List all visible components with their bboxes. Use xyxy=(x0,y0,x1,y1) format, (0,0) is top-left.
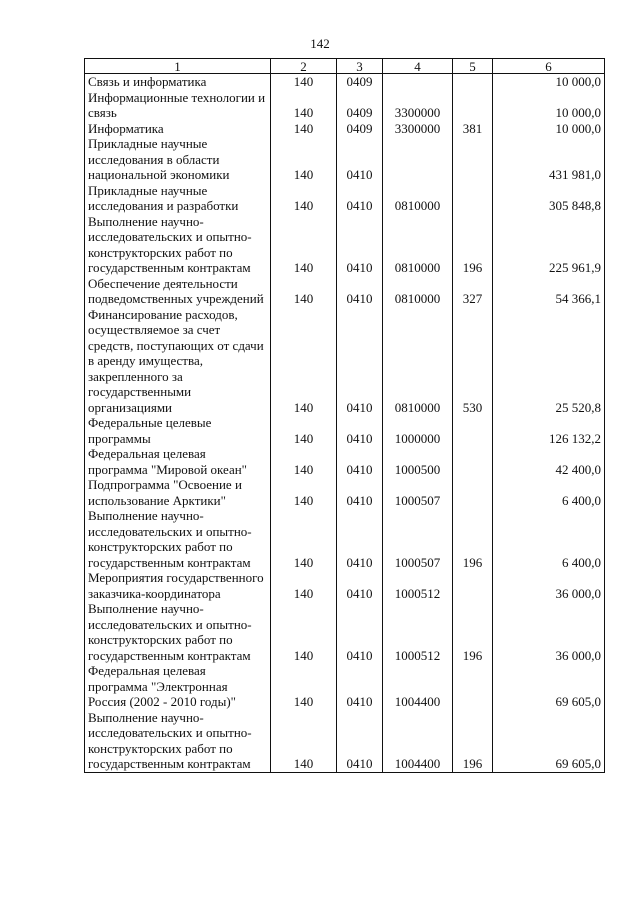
section-code: 0410 xyxy=(337,183,383,214)
amount: 6 400,0 xyxy=(493,508,605,570)
table-row xyxy=(85,477,605,508)
section-code: 0410 xyxy=(337,477,383,508)
table-row xyxy=(85,90,605,121)
row-label: Выполнение научно-исследовательских и опытно-конструкторских работ по государственным контрактам xyxy=(85,601,271,663)
target-article-code: 1000507 xyxy=(383,508,453,570)
expense-type-code xyxy=(453,663,493,710)
target-article-code: 3300000 xyxy=(383,121,453,137)
target-article-code: 1000507 xyxy=(383,477,453,508)
section-code: 0410 xyxy=(337,710,383,773)
ministry-code: 140 xyxy=(271,415,337,446)
expense-type-code: 381 xyxy=(453,121,493,137)
table-row xyxy=(85,214,605,276)
table-row xyxy=(85,415,605,446)
ministry-code: 140 xyxy=(271,74,337,90)
amount: 225 961,9 xyxy=(493,214,605,276)
expense-type-code xyxy=(453,415,493,446)
section-code: 0410 xyxy=(337,214,383,276)
row-label: Прикладные научные исследования и разработки xyxy=(85,183,271,214)
row-label: Мероприятия государственного заказчика-координатора xyxy=(85,570,271,601)
target-article-code: 1000000 xyxy=(383,415,453,446)
row-label: Информатика xyxy=(85,121,271,137)
target-article-code: 1004400 xyxy=(383,710,453,773)
expense-type-code xyxy=(453,570,493,601)
amount: 305 848,8 xyxy=(493,183,605,214)
expense-type-code xyxy=(453,477,493,508)
table-row xyxy=(85,601,605,663)
row-label: Выполнение научно-исследовательских и опытно-конструкторских работ по государственным контрактам xyxy=(85,214,271,276)
column-header: 1 xyxy=(85,59,271,74)
budget-table xyxy=(84,58,605,773)
amount: 25 520,8 xyxy=(493,307,605,416)
target-article-code: 3300000 xyxy=(383,90,453,121)
ministry-code: 140 xyxy=(271,183,337,214)
table-row xyxy=(85,570,605,601)
section-code: 0410 xyxy=(337,276,383,307)
table-row xyxy=(85,307,605,416)
expense-type-code: 196 xyxy=(453,214,493,276)
table-row xyxy=(85,446,605,477)
ministry-code: 140 xyxy=(271,214,337,276)
expense-type-code xyxy=(453,136,493,183)
target-article-code: 1000512 xyxy=(383,601,453,663)
column-header: 3 xyxy=(337,59,383,74)
row-label: Связь и информатика xyxy=(85,74,271,90)
target-article-code: 1000500 xyxy=(383,446,453,477)
row-label: Обеспечение деятельности подведомственных учреждений xyxy=(85,276,271,307)
target-article-code xyxy=(383,74,453,90)
target-article-code: 1004400 xyxy=(383,663,453,710)
column-header: 4 xyxy=(383,59,453,74)
section-code: 0410 xyxy=(337,307,383,416)
section-code: 0410 xyxy=(337,446,383,477)
table-row xyxy=(85,508,605,570)
section-code: 0409 xyxy=(337,121,383,137)
target-article-code: 0810000 xyxy=(383,307,453,416)
ministry-code: 140 xyxy=(271,90,337,121)
row-label: Прикладные научные исследования в области национальной экономики xyxy=(85,136,271,183)
column-header: 6 xyxy=(493,59,605,74)
row-label: Выполнение научно-исследовательских и опытно-конструкторских работ по государственным контрактам xyxy=(85,710,271,773)
column-header: 5 xyxy=(453,59,493,74)
row-label: Федеральная целевая программа "Мировой океан" xyxy=(85,446,271,477)
ministry-code: 140 xyxy=(271,276,337,307)
section-code: 0410 xyxy=(337,570,383,601)
expense-type-code: 530 xyxy=(453,307,493,416)
amount: 69 605,0 xyxy=(493,663,605,710)
section-code: 0409 xyxy=(337,90,383,121)
table-row xyxy=(85,276,605,307)
section-code: 0409 xyxy=(337,74,383,90)
section-code: 0410 xyxy=(337,136,383,183)
section-code: 0410 xyxy=(337,601,383,663)
expense-type-code: 327 xyxy=(453,276,493,307)
amount: 36 000,0 xyxy=(493,570,605,601)
amount: 10 000,0 xyxy=(493,74,605,90)
amount: 126 132,2 xyxy=(493,415,605,446)
table-header-row xyxy=(85,59,605,74)
amount: 69 605,0 xyxy=(493,710,605,773)
section-code: 0410 xyxy=(337,415,383,446)
ministry-code: 140 xyxy=(271,307,337,416)
expense-type-code xyxy=(453,446,493,477)
row-label: Подпрограмма "Освоение и использование Арктики" xyxy=(85,477,271,508)
expense-type-code xyxy=(453,183,493,214)
table-row xyxy=(85,663,605,710)
target-article-code: 1000512 xyxy=(383,570,453,601)
expense-type-code xyxy=(453,74,493,90)
target-article-code: 0810000 xyxy=(383,214,453,276)
target-article-code xyxy=(383,136,453,183)
table-row xyxy=(85,121,605,137)
ministry-code: 140 xyxy=(271,663,337,710)
row-label: Финансирование расходов, осуществляемое за счет средств, поступающих от сдачи в аренду имущества, закрепленного за государственными организациями xyxy=(85,307,271,416)
amount: 6 400,0 xyxy=(493,477,605,508)
ministry-code: 140 xyxy=(271,508,337,570)
ministry-code: 140 xyxy=(271,601,337,663)
amount: 10 000,0 xyxy=(493,90,605,121)
ministry-code: 140 xyxy=(271,136,337,183)
page-number: 142 xyxy=(310,36,330,51)
target-article-code: 0810000 xyxy=(383,183,453,214)
expense-type-code: 196 xyxy=(453,601,493,663)
ministry-code: 140 xyxy=(271,570,337,601)
table-row xyxy=(85,136,605,183)
amount: 42 400,0 xyxy=(493,446,605,477)
ministry-code: 140 xyxy=(271,477,337,508)
amount: 54 366,1 xyxy=(493,276,605,307)
table-body xyxy=(85,74,605,773)
row-label: Выполнение научно-исследовательских и опытно-конструкторских работ по государственным контрактам xyxy=(85,508,271,570)
ministry-code: 140 xyxy=(271,446,337,477)
target-article-code: 0810000 xyxy=(383,276,453,307)
amount: 36 000,0 xyxy=(493,601,605,663)
expense-type-code xyxy=(453,90,493,121)
row-label: Федеральная целевая программа "Электронная Россия (2002 - 2010 годы)" xyxy=(85,663,271,710)
table-row xyxy=(85,183,605,214)
section-code: 0410 xyxy=(337,508,383,570)
table-row xyxy=(85,710,605,773)
section-code: 0410 xyxy=(337,663,383,710)
table-row xyxy=(85,74,605,90)
amount: 10 000,0 xyxy=(493,121,605,137)
column-header: 2 xyxy=(271,59,337,74)
ministry-code: 140 xyxy=(271,121,337,137)
ministry-code: 140 xyxy=(271,710,337,773)
row-label: Информационные технологии и связь xyxy=(85,90,271,121)
amount: 431 981,0 xyxy=(493,136,605,183)
row-label: Федеральные целевые программы xyxy=(85,415,271,446)
expense-type-code: 196 xyxy=(453,508,493,570)
expense-type-code: 196 xyxy=(453,710,493,773)
